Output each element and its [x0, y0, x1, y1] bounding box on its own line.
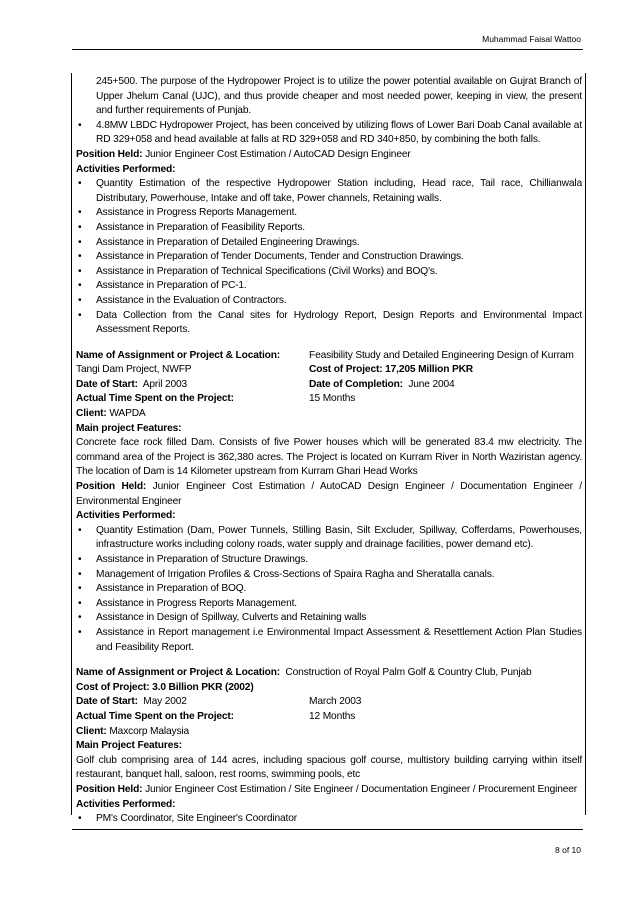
- bullet-icon: •: [78, 178, 82, 190]
- header-rule: [72, 49, 583, 50]
- start-value: May 2002: [143, 696, 187, 708]
- footer-rule: [72, 829, 583, 830]
- cost-label: Cost of Project: 17,205 Million PKR: [309, 364, 474, 376]
- assignment-row-2: [76, 363, 582, 378]
- bullet-icon: •: [78, 568, 82, 580]
- dates-row: [76, 378, 582, 393]
- project-bullets: [76, 119, 582, 148]
- list-item: • Management of Irrigation Profiles & Cross-Sections of Spaira Ragha and Sheratalla canals.: [76, 568, 582, 583]
- list-item: • Quantity Estimation of the respective Hydropower Station including, Head race, Tail race, Chillianwala Distributary, Powerhouse, Intake and off take, Power channels, Retaining walls.: [78, 178, 582, 204]
- resume-content: [76, 75, 582, 827]
- bullet-icon: •: [78, 626, 82, 638]
- position-held: Position Held: Junior Engineer Cost Estimation / Site Engineer / Documentation Engineer / Procurement Engineer: [76, 783, 578, 795]
- time-label: Actual Time Spent on the Project:: [76, 393, 234, 405]
- bullet-icon: •: [78, 583, 82, 595]
- bullet-icon: •: [78, 236, 82, 248]
- activities-list: [76, 524, 582, 655]
- continued-paragraph: 245+500. The purpose of the Hydropower Project is to utilize the power potential available on Gujrat Branch of Upper Jhelum Canal (UJC), and thus provide cheaper and most needed power, keeping in view, the present and further requirements of Punjab.: [96, 76, 582, 117]
- list-item: • Assistance in Preparation of BOQ.: [76, 582, 582, 597]
- bullet-icon: •: [78, 524, 82, 536]
- completion-value: June 2004: [408, 378, 455, 390]
- list-item: • Quantity Estimation (Dam, Power Tunnels, Stilling Basin, Silt Excluder, Spillway, Cofferdams, Powerhouses, infrastructure works including colony roads, water supply and drainage facilities, power demand etc).: [78, 524, 582, 551]
- bullet-icon: •: [78, 207, 82, 219]
- bullet-icon: •: [78, 309, 82, 321]
- activities-heading: Activities Performed:: [76, 163, 176, 175]
- list-item: • Assistance in Progress Reports Management.: [76, 597, 582, 612]
- features-text: Concrete face rock filled Dam. Consists of five Power houses which will be generated 83.4 mw electricity. The command area of the Project is 362,380 acres. The Project is located on Kurram River in North Waziristan agency. The location of Dam is 14 Kilometer upstream from Kurram Ghari Head Works: [76, 437, 582, 478]
- list-item: • Assistance in Preparation of Structure Drawings.: [76, 553, 582, 568]
- page-number: 8 of 10: [555, 845, 581, 855]
- list-item: • Assistance in Preparation of PC-1.: [76, 279, 582, 294]
- header-author: Muhammad Faisal Wattoo: [482, 34, 581, 44]
- features-heading: Main Project Features:: [76, 740, 182, 752]
- bullet-icon: •: [78, 119, 82, 131]
- time-row: [76, 392, 582, 407]
- assignment-value: Feasibility Study and Detailed Engineering Design of Kurram: [309, 349, 574, 361]
- activities-list: [76, 812, 582, 827]
- features-heading: Main project Features:: [76, 422, 182, 434]
- bullet-icon: •: [78, 597, 82, 609]
- activities-heading: Activities Performed:: [76, 798, 176, 810]
- list-item: • Assistance in the Evaluation of Contractors.: [76, 294, 582, 309]
- list-item: • Assistance in Report management i.e Environmental Impact Assessment & Resettlement Action Plan Studies and Feasibility Report.: [78, 626, 582, 653]
- time-label: Actual Time Spent on the Project:: [76, 710, 234, 722]
- start-value: April 2003: [142, 378, 188, 390]
- assignment-row: Name of Assignment or Project & Location: Construction of Royal Palm Golf & Country Club, Punjab: [76, 667, 532, 679]
- bullet-icon: •: [78, 612, 82, 624]
- end-value: March 2003: [309, 696, 362, 708]
- activities-heading: Activities Performed:: [76, 510, 176, 522]
- cost-row: Cost of Project: 3.0 Billion PKR (2002): [76, 681, 254, 693]
- list-item: • 4.8MW LBDC Hydropower Project, has been conceived by utilizing flows of Lower Bari Doab Canal available at RD 329+058 and head available at falls at RD 329+058 and RD 340+850, by combining the both falls.: [78, 119, 582, 146]
- bullet-icon: •: [78, 813, 82, 825]
- start-label: Date of Start:: [76, 696, 138, 708]
- bullet-icon: •: [78, 294, 82, 306]
- completion-label: Date of Completion:: [309, 378, 403, 390]
- time-value: 15 Months: [309, 393, 356, 405]
- position-held: Position Held: Junior Engineer Cost Estimation / AutoCAD Design Engineer / Documentation Engineer / Environmental Engineer: [76, 481, 582, 507]
- features-text: Golf club comprising area of 144 acres, including spacious golf course, multistory building carrying within itself restaurant, banquet hall, saloon, rest rooms, swimming pools, etc: [76, 754, 582, 781]
- bullet-icon: •: [78, 265, 82, 277]
- section-gap: [76, 655, 582, 666]
- list-item: • Assistance in Design of Spillway, Culverts and Retaining walls: [76, 611, 582, 626]
- assignment-label: Name of Assignment or Project & Location:: [76, 349, 281, 361]
- client: Client: WAPDA: [76, 408, 146, 420]
- dates-row: [76, 695, 582, 710]
- bullet-icon: •: [78, 251, 82, 263]
- list-item: • Assistance in Preparation of Tender Documents, Tender and Construction Drawings.: [76, 250, 582, 265]
- activities-list: [76, 177, 582, 338]
- list-item: • PM's Coordinator, Site Engineer's Coordinator: [76, 812, 582, 827]
- time-row: [76, 710, 582, 725]
- assignment-value-cont: Tangi Dam Project, NWFP: [76, 364, 192, 376]
- list-item: • Assistance in Preparation of Feasibility Reports.: [76, 221, 582, 236]
- position-held: Position Held: Junior Engineer Cost Estimation / AutoCAD Design Engineer: [76, 148, 411, 160]
- time-value: 12 Months: [309, 710, 356, 722]
- list-item: • Assistance in Preparation of Technical Specifications (Civil Works) and BOQ's.: [76, 265, 582, 280]
- list-item: • Assistance in Preparation of Detailed Engineering Drawings.: [76, 236, 582, 251]
- list-item: • Assistance in Progress Reports Management.: [76, 206, 582, 221]
- bullet-icon: •: [78, 221, 82, 233]
- assignment-row: [76, 349, 582, 364]
- start-label: Date of Start:: [76, 378, 138, 390]
- section-gap: [76, 338, 582, 349]
- bullet-icon: •: [78, 280, 82, 292]
- list-item: • Data Collection from the Canal sites for Hydrology Report, Design Reports and Environmental Impact Assessment Reports.: [78, 309, 582, 336]
- bullet-icon: •: [78, 554, 82, 565]
- client: Client: Maxcorp Malaysia: [76, 725, 190, 737]
